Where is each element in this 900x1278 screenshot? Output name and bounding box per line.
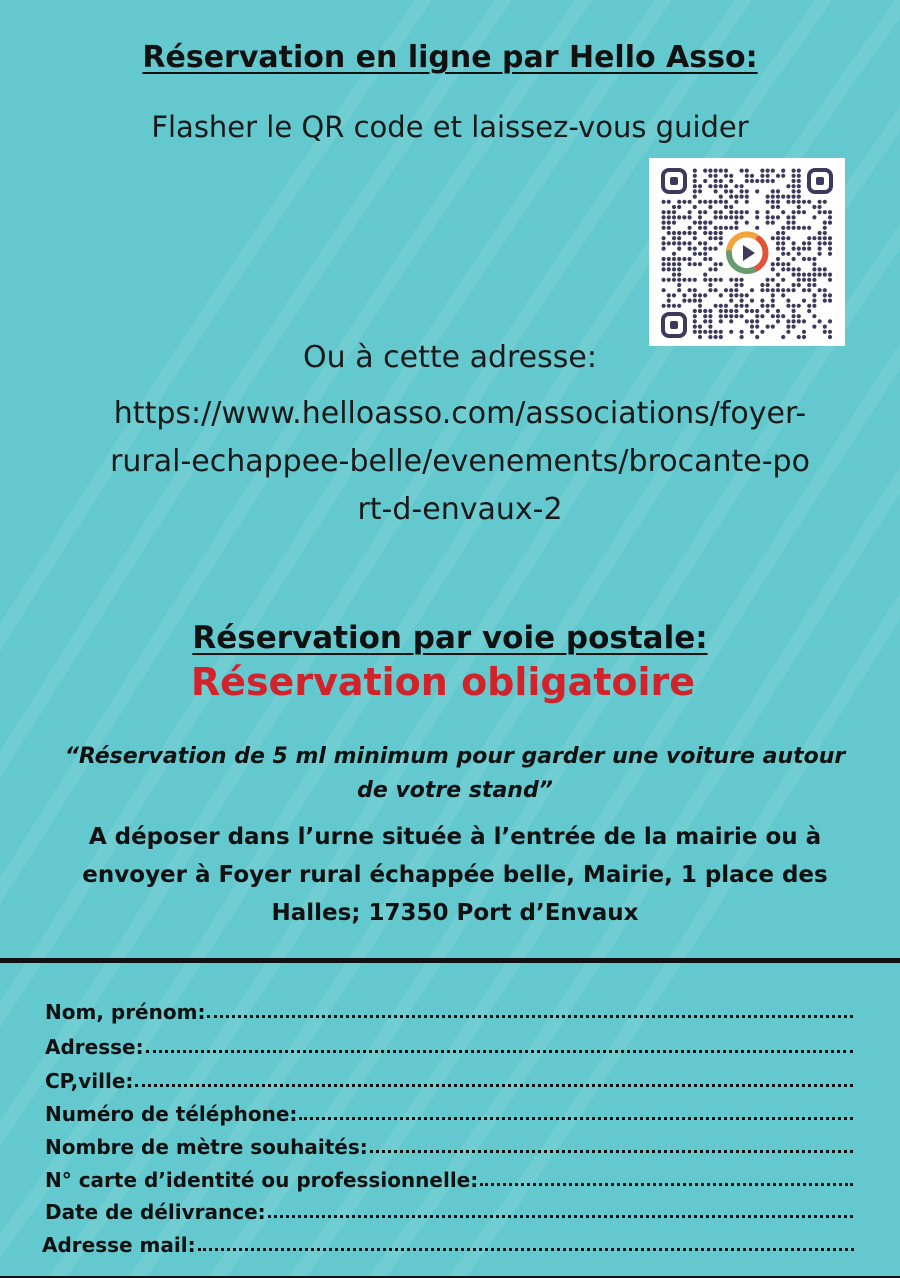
form-label: Adresse mail: [42, 1233, 196, 1257]
fill-in-line[interactable] [135, 1084, 853, 1087]
fill-in-line[interactable] [207, 1015, 853, 1018]
form-label: CP,ville: [45, 1069, 134, 1093]
form-field-meters[interactable] [45, 1125, 853, 1159]
fill-in-line[interactable] [146, 1050, 853, 1053]
form-label: Nombre de mètre souhaités: [45, 1135, 368, 1159]
mandatory-notice: Réservation obligatoire [190, 660, 696, 704]
postal-reservation-heading: Réservation par voie postale: [192, 620, 708, 656]
form-label: N° carte d’identité ou professionnelle: [45, 1168, 479, 1192]
deposit-instructions: A déposer dans l’urne située à l’entrée de la mairie ou à envoyer à Foyer rural échappée belle, Mairie, 1 place des Halles; 17350 Port d’Envaux [82, 824, 828, 926]
form-label: Adresse: [45, 1035, 144, 1059]
form-field-email[interactable] [42, 1223, 854, 1257]
form-label: Date de délivrance: [45, 1200, 266, 1224]
form-label: Numéro de téléphone: [45, 1102, 298, 1126]
minimum-length-quote: “Réservation de 5 ml minimum pour garder une voiture autour de votre stand” [64, 744, 846, 803]
fill-in-line[interactable] [268, 1215, 853, 1218]
form-field-id-card[interactable] [45, 1158, 853, 1192]
or-address-label: Ou à cette adresse: [303, 340, 597, 375]
form-field-address[interactable] [45, 1025, 853, 1059]
fill-in-line[interactable] [299, 1117, 853, 1120]
fill-in-line[interactable] [370, 1150, 853, 1153]
scan-instruction: Flasher le QR code et laissez-vous guider [151, 110, 749, 144]
section-divider [0, 958, 900, 963]
qr-code-icon[interactable] [649, 158, 845, 346]
helloasso-link[interactable]: https://www.helloasso.com/associations/foyer-rural-echappee-belle/evenements/brocante-port-d-envaux-2 [110, 396, 810, 527]
online-reservation-heading: Réservation en ligne par Hello Asso: [142, 40, 758, 75]
fill-in-line[interactable] [480, 1183, 853, 1186]
form-field-name[interactable] [45, 990, 853, 1024]
form-field-postcode-city[interactable] [45, 1059, 853, 1093]
form-field-issue-date[interactable] [45, 1190, 853, 1224]
form-label: Nom, prénom: [45, 1000, 206, 1024]
fill-in-line[interactable] [198, 1248, 854, 1251]
form-field-phone[interactable] [45, 1092, 853, 1126]
helloasso-logo-icon [723, 229, 771, 277]
